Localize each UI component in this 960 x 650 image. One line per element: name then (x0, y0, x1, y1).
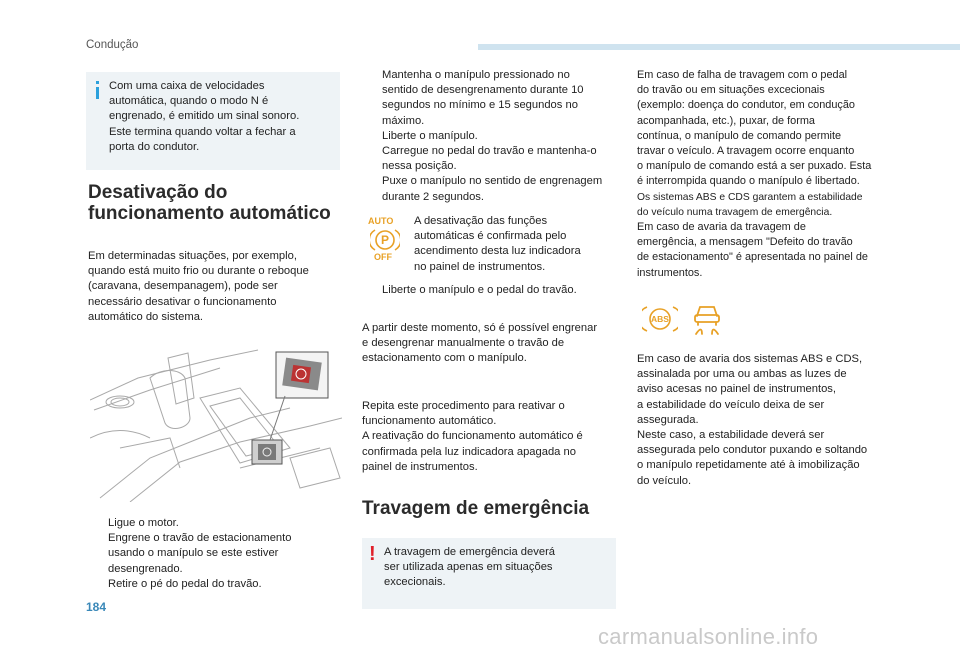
text-line: assegurada pelo condutor puxando e soltando (637, 444, 868, 457)
list-item (362, 129, 620, 144)
bullet-mark (88, 516, 108, 531)
text-line: máximo. (382, 114, 425, 127)
paragraph (362, 399, 620, 475)
text-line: Puxe o manípulo no sentido de engrenagem (382, 175, 603, 188)
text-line: excecionais. (384, 576, 446, 589)
text-line: quando está muito frio ou durante o reboque (88, 265, 309, 278)
icon-letter: P (381, 233, 390, 247)
text-line: do travão ou em situações excecionais (637, 84, 825, 97)
text-line: A travagem de emergência deverá (384, 546, 556, 558)
text-line: é interrompida quando o manípulo é libertado. (637, 175, 860, 188)
text-line: segundos no mínimo e 15 segundos no (382, 99, 578, 112)
list-item (362, 174, 620, 204)
text-line: nessa posição. (382, 160, 457, 173)
text-line: desengrenado. (108, 562, 183, 575)
console-illustration (90, 338, 342, 502)
bullet-mark (88, 531, 108, 577)
abs-label: ABS (651, 314, 669, 324)
text-line: ser utilizada apenas em situações (384, 561, 553, 574)
text-line: do veículo. (637, 474, 692, 487)
list-item (362, 144, 620, 174)
switch-detail (252, 440, 282, 464)
heading-line: funcionamento automático (88, 203, 331, 224)
text-line: o manípulo de comando está a ser puxado. Esta (637, 160, 872, 173)
text-line: assinalada por uma ou ambas as luzes de (637, 368, 847, 381)
text-line: Engrene o travão de estacionamento (108, 532, 292, 545)
header-bar (478, 44, 960, 50)
text-line: Em caso de avaria da travagem de (637, 221, 806, 234)
release-step (362, 283, 620, 298)
info-icon (96, 87, 99, 99)
steps-list (362, 68, 620, 205)
text-line: a estabilidade do veículo deixa de ser (637, 398, 825, 411)
text-line: acompanhada, etc.), puxar, de forma (637, 114, 815, 127)
text-line: Mantenha o manípulo pressionado no (382, 69, 570, 81)
text-line: (exemplo: doença do condutor, em condução (637, 99, 855, 112)
text-line: o manípulo repetidamente até à imobilização (637, 459, 860, 472)
text-line: Neste caso, a estabilidade deverá ser (637, 429, 825, 442)
text-line: Liberte o manípulo e o pedal do travão. (382, 284, 577, 296)
list-item (88, 516, 346, 531)
bullet-list (88, 516, 346, 592)
stability-control-icon (690, 302, 724, 336)
note-line: engrenado, é emitido um sinal sonoro. (109, 110, 300, 123)
bullet-mark (362, 283, 382, 298)
warning-icon: ! (369, 543, 376, 565)
list-item (362, 283, 620, 298)
text-line: A desativação das funções (414, 215, 548, 227)
section-heading: Travagem de emergência (362, 498, 590, 519)
text-line: Os sistemas ABS e CDS garantem a estabilidade (637, 191, 863, 203)
text-line: de estacionamento" é apresentada no painel de (637, 251, 868, 264)
text-line: no painel de instrumentos. (414, 260, 546, 273)
bullet-mark (362, 129, 382, 144)
text-line: durante 2 segundos. (382, 190, 485, 203)
switch-inset (276, 352, 328, 398)
text-line: confirmada pela luz indicadora apagada no (362, 445, 576, 458)
text-line: assegurada. (637, 413, 699, 426)
info-icon-dot (96, 81, 99, 84)
icon-label-bottom: OFF (374, 252, 392, 262)
text-line: painel de instrumentos. (362, 460, 478, 473)
intro-paragraph (88, 249, 346, 325)
info-note (86, 72, 340, 170)
text-line: funcionamento automático. (362, 415, 497, 428)
text-line: acendimento desta luz indicadora (414, 245, 581, 258)
section-heading (88, 182, 348, 224)
watermark: carmanualsonline.info (598, 624, 819, 649)
text-line: necessário desativar o funcionamento (88, 295, 277, 308)
text-line: contínua, o manípulo de comando permite (637, 129, 842, 142)
text-line: emergência, a mensagem "Defeito do travão (637, 236, 853, 249)
note-line: automática, quando o modo N é (109, 95, 269, 108)
text-line: Em determinadas situações, por exemplo, (88, 250, 297, 262)
text-line: automáticas é confirmada pelo (414, 230, 567, 243)
text-line: do veículo numa travagem de emergência. (637, 206, 833, 218)
text-line: Ligue o motor. (108, 517, 179, 529)
text-line: Carregue no pedal do travão e mantenha-o (382, 145, 597, 158)
warning-note (362, 538, 616, 609)
list-item (88, 577, 346, 592)
section-title: Condução (86, 39, 139, 51)
text-line: Em caso de falha de travagem com o pedal (637, 69, 848, 81)
text-line: automático do sistema. (88, 310, 204, 323)
bullet-mark (88, 577, 108, 592)
text-line: (caravana, desempanagem), pode ser (88, 280, 278, 293)
heading-line: Desativação do (88, 182, 228, 203)
bullet-mark (362, 144, 382, 174)
note-line: Com uma caixa de velocidades (109, 80, 265, 92)
text-line: Em caso de avaria dos sistemas ABS e CDS, (637, 353, 863, 365)
text-line: travar o veículo. A travagem ocorre enquanto (637, 145, 855, 158)
note-line: Este termina quando voltar a fechar a (109, 125, 296, 138)
note-line: porta do condutor. (109, 140, 200, 153)
text-line: estacionamento com o manípulo. (362, 352, 527, 365)
bullet-mark (362, 174, 382, 204)
text-line: aviso acesas no painel de instrumentos, (637, 383, 837, 396)
text-line: A reativação do funcionamento automático é (362, 430, 583, 443)
text-line: Repita este procedimento para reativar o (362, 400, 565, 412)
icon-caption (414, 214, 614, 275)
bullet-mark (362, 68, 382, 129)
text-line: sentido de desengrenamento durante 10 (382, 84, 584, 97)
text-line: instrumentos. (637, 266, 703, 279)
text-line: A partir deste momento, só é possível engrenar (362, 322, 598, 334)
list-item (362, 68, 620, 129)
abs-warning-icon (642, 304, 678, 334)
paragraph (362, 321, 620, 367)
text-line: Retire o pé do pedal do travão. (108, 577, 262, 590)
paragraph (637, 68, 895, 281)
list-item (88, 531, 346, 577)
text-line: Liberte o manípulo. (382, 129, 478, 142)
paragraph (637, 352, 895, 489)
icon-label-top: AUTO (368, 216, 394, 226)
text-line: e desengrenar manualmente o travão de (362, 337, 565, 350)
page-number: 184 (86, 600, 107, 614)
text-line: usando o manípulo se este estiver (108, 547, 279, 560)
auto-off-parking-icon (366, 216, 406, 262)
